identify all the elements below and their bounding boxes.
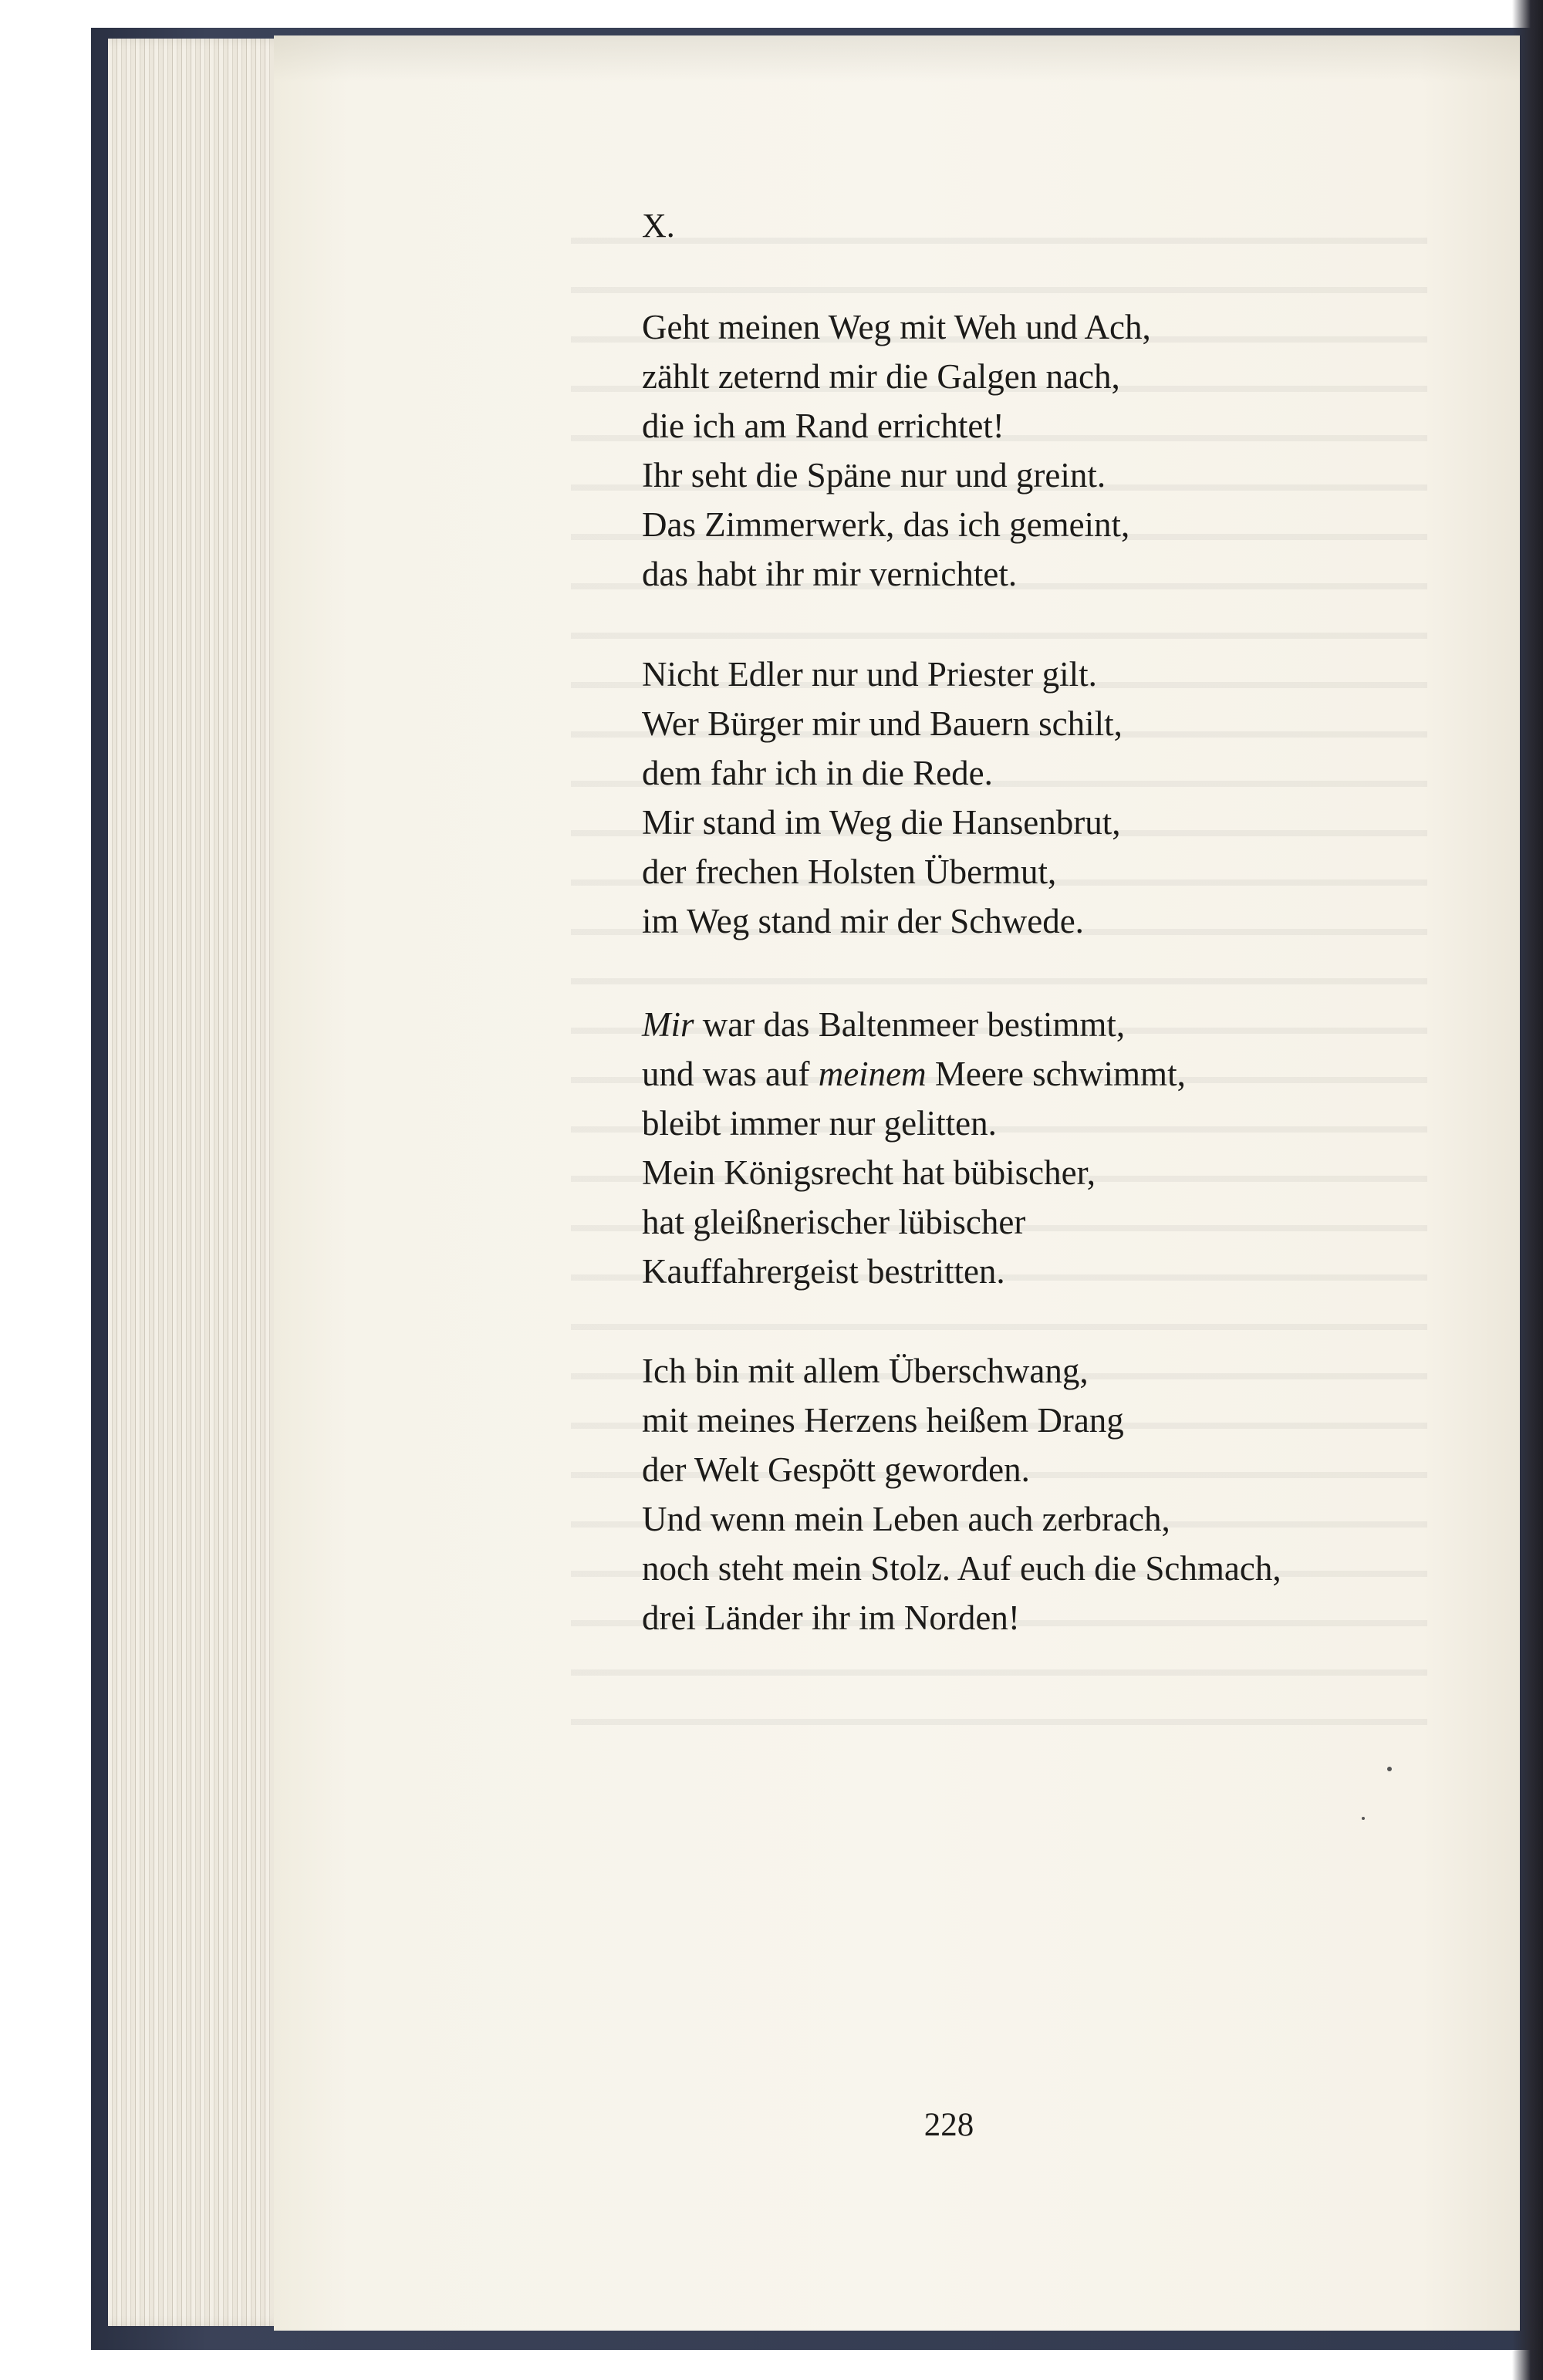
poem-line: Mir stand im Weg die Hansenbrut, xyxy=(642,803,1121,842)
italic-word: meinem xyxy=(818,1055,927,1093)
stanza-3 xyxy=(642,1000,1498,1296)
poem-line: Kauffahrergeist bestritten. xyxy=(642,1252,1005,1291)
poem-line: dem fahr ich in die Rede. xyxy=(642,754,993,792)
poem-line: Mein Königsrecht hat bübischer, xyxy=(642,1153,1096,1192)
poem-line: Das Zimmerwerk, das ich gemeint, xyxy=(642,505,1130,544)
poem-line: der frechen Holsten Übermut, xyxy=(642,852,1057,891)
page-edges xyxy=(108,39,293,2326)
poem-line: Ihr seht die Späne nur und greint. xyxy=(642,456,1106,495)
page-number: 228 xyxy=(923,2107,974,2143)
poem-line: im Weg stand mir der Schwede. xyxy=(642,902,1084,940)
poem-line: mit meines Herzens heißem Drang xyxy=(642,1401,1124,1440)
poem-line xyxy=(642,1000,1498,1049)
poem-line: Ich bin mit allem Überschwang, xyxy=(642,1352,1089,1390)
poem-line: drei Länder ihr im Norden! xyxy=(642,1598,1020,1637)
stanza-2 xyxy=(642,650,1498,946)
paper-speck xyxy=(1362,1817,1365,1820)
poem-section-heading: X. xyxy=(642,207,675,245)
poem-line xyxy=(642,1049,1498,1099)
poem-line: Und wenn mein Leben auch zerbrach, xyxy=(642,1500,1170,1538)
poem-line: zählt zeternd mir die Galgen nach, xyxy=(642,357,1120,396)
line-text: und was auf xyxy=(642,1055,819,1093)
poem-line: hat gleißnerischer lübischer xyxy=(642,1203,1026,1241)
page-top-shade xyxy=(274,35,1520,82)
poem-line: die ich am Rand errichtet! xyxy=(642,407,1004,445)
italic-word: Mir xyxy=(642,1005,694,1044)
poem-line: bleibt immer nur gelitten. xyxy=(642,1104,997,1143)
poem-line: noch steht mein Stolz. Auf euch die Schmach, xyxy=(642,1549,1281,1588)
line-text: Meere schwimmt, xyxy=(926,1055,1186,1093)
stanza-4 xyxy=(642,1346,1498,1642)
line-text: war das Baltenmeer bestimmt, xyxy=(694,1005,1126,1044)
poem-line: das habt ihr mir vernichtet. xyxy=(642,555,1018,593)
poem-line: Geht meinen Weg mit Weh und Ach, xyxy=(642,308,1151,346)
poem-line: Wer Bürger mir und Bauern schilt, xyxy=(642,704,1123,743)
poem-line: Nicht Edler nur und Priester gilt. xyxy=(642,655,1097,694)
poem-line: der Welt Gespött geworden. xyxy=(642,1450,1030,1489)
stanza-1 xyxy=(642,302,1498,599)
paper-speck xyxy=(1387,1767,1392,1771)
